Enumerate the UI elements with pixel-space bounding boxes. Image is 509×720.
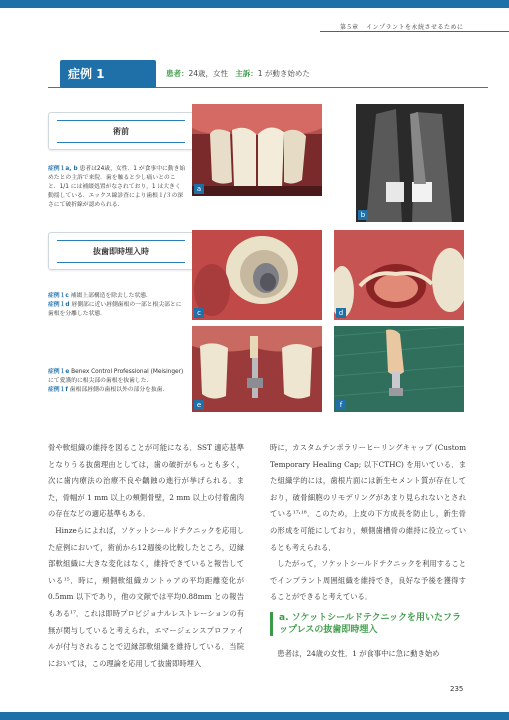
tag-extraction [48,232,194,270]
caption-ef [48,368,186,395]
page-number: 235 [450,685,464,693]
bottom-color-bar [0,712,509,720]
chapter-title: インプラントを永続させるために [366,24,464,31]
caption-d-text: 唇側部に近い唇側歯根の一部と根尖部とに歯根を分離した状態． [48,302,182,317]
patient-label: 患者： [166,69,189,78]
subsection-heading: a. ソケットシールドテクニックを用いたフラップレスの抜歯即時埋入 [270,612,466,636]
photo-d-image [334,230,464,320]
photo-f-image [334,326,464,412]
photo-f-extracted-root [334,326,464,412]
caption-e-text: Benex Control Professional (Meisinger) にて愛護的に根尖部の歯根を抜歯した． [48,369,184,384]
top-color-bar [0,0,509,8]
photo-e-instrument [192,326,322,412]
tag-extraction-label: 抜歯即時埋入時 [93,247,149,256]
body-right-para-1: 時に，カスタムテンポラリーヒーリングキャップ (Custom Temporary Healing Cap; 以下CTHC) を用いている．また組織学的には，歯根片面には新生セメント質が存在しており，破骨細胞のリモデリングがあまり見られないとされている¹⁷˒¹⁸．このため，上皮の下方成長を防止し，新生骨の形成を可能にしており，頬側歯槽骨の維持に役立っているとも考えられる． [270,443,466,552]
tag-preop [48,112,194,150]
subsection-text: 患者は，24歳の女性．1 が食事中に急に動き始め [277,649,440,658]
photo-a-anterior-teeth [192,104,322,196]
tag-rule-bottom [57,262,185,263]
photo-b-image [356,104,464,222]
chapter-number: 第５章 [340,24,359,31]
photo-e-image [192,326,322,412]
photo-label-c: c [194,308,204,318]
case-title-bar [48,60,488,88]
photo-b-xray [356,104,464,222]
body-left-para-1: 骨や軟組織の維持を図ることが可能になる．SST 適応基準となりうる抜歯理由としては，歯の破折がもっとも多く，次に歯内療法の治療不良や齲蝕の進行が挙げられる．また，骨幅が 1 mm 以上の頬側骨壁，2 mm 以上の付着歯肉の存在などの適応基準もある． [48,443,244,519]
photo-label-e: e [194,400,204,410]
photo-label-b: b [358,210,368,220]
photo-label-d: d [336,308,346,318]
body-right-column [270,440,466,606]
tag-rule-bottom [57,142,185,143]
photo-d-socket [334,230,464,320]
body-left-para-2: Hinzeらによれば，ソケットシールドテクニックを応用した症例において，術前から12週後の比較したところ，辺縁部軟組織に大きな変化はなく，維持できていると報告している¹⁵．時に，頬側軟組織カントゥアの平均距離変化が0.5mm 以下であり，他の文献では平均0.88mm との報告もある¹⁷．これは即時プロビジョナルレストレーションの有無が関与していると考えられ，エマージェンスプロファイルが付与されることで辺縁部軟組織を維持している．当院においては，この理論を応用して抜歯即時埋入 [48,525,244,668]
caption-d-fig: 症例１d [48,302,70,308]
tag-rule-top [57,240,185,241]
caption-f-fig: 症例１f [48,387,68,393]
complaint-text: 1 が動き始めた [257,69,310,78]
photo-label-f: f [336,400,346,410]
caption-ab-fig: 症例１a, b [48,166,78,172]
body-left-column [48,440,244,672]
photo-c-image [192,230,322,320]
caption-ab-text: 患者は24歳，女性．1 が食事中に動き始めたとの主訴で来院．歯を触ると少し痛いとのこと．1/1 には補綴処置がなされており，1 は大きく動揺している．エックス線診査により歯根１/３の深さにて破折線が認められる． [48,166,186,208]
caption-c-text: 補綴上部構造を除去した状態． [70,293,152,299]
patient-text: 24歳，女性 [188,69,229,78]
case-badge: 症例 1 [60,60,156,88]
tag-preop-label: 術前 [113,127,129,136]
caption-e-fig: 症例１e [48,369,70,375]
photo-c-occlusal [192,230,322,320]
photo-label-a: a [194,184,204,194]
caption-ab [48,165,186,210]
case-info [166,68,310,79]
complaint-label: 主訴： [235,69,258,78]
caption-c-fig: 症例１c [48,293,69,299]
body-right-para-2: したがって，ソケットシールドテクニックを利用することでインプラント周囲組織を維持でき，良好な予後を獲得することができると考えている． [270,559,466,602]
tag-rule-top [57,120,185,121]
photo-a-image [192,104,322,196]
caption-f-text: 歯根部唇側の歯根以外の部分を抜歯． [69,387,169,393]
chapter-header [320,20,509,32]
caption-cd [48,292,186,319]
